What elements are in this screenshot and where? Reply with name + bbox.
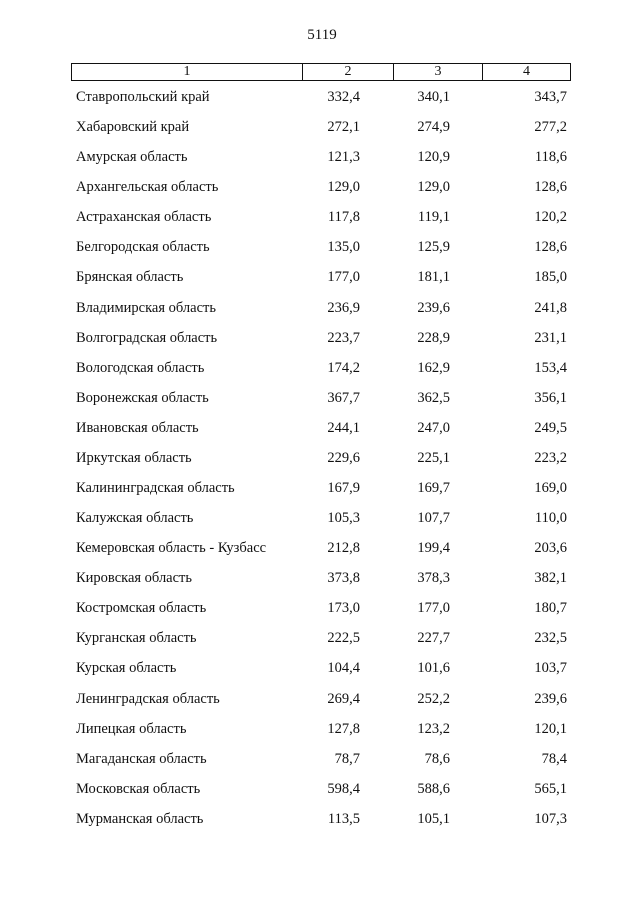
region-name: Липецкая область bbox=[76, 720, 187, 737]
column-header-1: 1 bbox=[72, 64, 303, 80]
value-col-2: 78,7 bbox=[334, 750, 360, 767]
value-col-2: 272,1 bbox=[327, 119, 360, 136]
table-row bbox=[0, 357, 640, 387]
page-number: 5119 bbox=[307, 27, 337, 43]
value-col-3: 101,6 bbox=[417, 660, 450, 677]
value-col-2: 332,4 bbox=[327, 89, 360, 105]
value-col-3: 177,0 bbox=[417, 600, 450, 617]
value-col-2: 121,3 bbox=[327, 149, 360, 166]
value-col-4: 110,0 bbox=[534, 510, 567, 527]
value-col-4: 120,2 bbox=[534, 209, 567, 226]
table-row bbox=[0, 657, 640, 687]
value-col-2: 113,5 bbox=[327, 810, 360, 827]
value-col-4: 120,1 bbox=[534, 720, 567, 737]
table-row bbox=[0, 627, 640, 657]
value-col-2: 177,0 bbox=[327, 269, 360, 286]
table-row bbox=[0, 567, 640, 597]
value-col-4: 241,8 bbox=[534, 299, 567, 316]
region-name: Вологодская область bbox=[76, 359, 205, 376]
value-col-2: 229,6 bbox=[327, 449, 360, 466]
region-name: Калининградская область bbox=[76, 480, 235, 497]
region-name: Кемеровская область - Кузбасс bbox=[76, 540, 267, 557]
region-name: Брянская область bbox=[76, 269, 184, 286]
value-col-3: 239,6 bbox=[417, 299, 450, 316]
value-col-2: 167,9 bbox=[327, 480, 360, 497]
column-header-4: 4 bbox=[523, 64, 530, 79]
table-row bbox=[0, 748, 640, 778]
region-name: Курская область bbox=[76, 660, 177, 677]
value-col-3: 225,1 bbox=[417, 449, 450, 466]
region-name: Архангельская область bbox=[76, 179, 219, 196]
value-col-2: 367,7 bbox=[327, 389, 360, 406]
value-col-3: 227,7 bbox=[417, 630, 450, 647]
value-col-3: 169,7 bbox=[417, 480, 450, 497]
region-name: Иркутская область bbox=[76, 449, 192, 466]
value-col-3: 78,6 bbox=[424, 750, 450, 767]
table-row bbox=[0, 387, 640, 417]
table-body bbox=[0, 86, 640, 838]
table-row bbox=[0, 808, 640, 838]
region-name: Ивановская область bbox=[76, 419, 199, 436]
value-col-4: 277,2 bbox=[534, 119, 567, 136]
value-col-4: 382,1 bbox=[534, 570, 567, 587]
table-row bbox=[0, 778, 640, 808]
table-row bbox=[0, 417, 640, 447]
value-col-3: 162,9 bbox=[417, 359, 450, 376]
value-col-3: 107,7 bbox=[417, 510, 450, 527]
value-col-4: 128,6 bbox=[534, 239, 567, 256]
value-col-4: 356,1 bbox=[534, 389, 567, 406]
region-name: Кировская область bbox=[76, 570, 193, 587]
value-col-3: 247,0 bbox=[417, 419, 450, 436]
value-col-4: 565,1 bbox=[534, 780, 567, 797]
value-col-3: 340,1 bbox=[417, 89, 450, 105]
table-row bbox=[0, 146, 640, 176]
value-col-3: 274,9 bbox=[417, 119, 450, 136]
value-col-4: 232,5 bbox=[534, 630, 567, 647]
value-col-4: 103,7 bbox=[534, 660, 567, 677]
table-row bbox=[0, 116, 640, 146]
value-col-2: 373,8 bbox=[327, 570, 360, 587]
region-name: Московская область bbox=[76, 780, 201, 797]
region-name: Калужская область bbox=[76, 510, 194, 527]
table-row bbox=[0, 597, 640, 627]
value-col-4: 153,4 bbox=[534, 359, 567, 376]
value-col-4: 343,7 bbox=[534, 89, 567, 105]
value-col-4: 128,6 bbox=[534, 179, 567, 196]
column-header-2: 2 bbox=[303, 64, 394, 80]
region-name: Амурская область bbox=[76, 149, 188, 166]
region-name: Воронежская область bbox=[76, 389, 209, 406]
value-col-2: 174,2 bbox=[327, 359, 360, 376]
table-row bbox=[0, 266, 640, 296]
table-row bbox=[0, 236, 640, 266]
value-col-2: 104,4 bbox=[327, 660, 360, 677]
value-col-3: 125,9 bbox=[417, 239, 450, 256]
region-name: Ставропольский край bbox=[76, 89, 210, 105]
region-name: Мурманская область bbox=[76, 810, 204, 827]
region-name: Магаданская область bbox=[76, 750, 207, 767]
value-col-4: 107,3 bbox=[534, 810, 567, 827]
value-col-2: 269,4 bbox=[327, 690, 360, 707]
value-col-2: 135,0 bbox=[327, 239, 360, 256]
value-col-3: 362,5 bbox=[417, 389, 450, 406]
value-col-4: 239,6 bbox=[534, 690, 567, 707]
value-col-4: 203,6 bbox=[534, 540, 567, 557]
value-col-3: 119,1 bbox=[417, 209, 450, 226]
region-name: Костромская область bbox=[76, 600, 207, 617]
value-col-3: 105,1 bbox=[417, 810, 450, 827]
table-row bbox=[0, 507, 640, 537]
value-col-3: 378,3 bbox=[417, 570, 450, 587]
table-row bbox=[0, 447, 640, 477]
value-col-4: 231,1 bbox=[534, 329, 567, 346]
region-name: Астраханская область bbox=[76, 209, 212, 226]
value-col-4: 249,5 bbox=[534, 419, 567, 436]
value-col-3: 252,2 bbox=[417, 690, 450, 707]
value-col-4: 185,0 bbox=[534, 269, 567, 286]
value-col-4: 169,0 bbox=[534, 480, 567, 497]
table-row bbox=[0, 537, 640, 567]
table-row bbox=[0, 206, 640, 236]
table-row bbox=[0, 86, 640, 116]
table-row bbox=[0, 176, 640, 206]
value-col-2: 129,0 bbox=[327, 179, 360, 196]
value-col-4: 180,7 bbox=[534, 600, 567, 617]
region-name: Курганская область bbox=[76, 630, 197, 647]
value-col-3: 199,4 bbox=[417, 540, 450, 557]
value-col-2: 244,1 bbox=[327, 419, 360, 436]
value-col-3: 181,1 bbox=[417, 269, 450, 286]
value-col-4: 78,4 bbox=[541, 750, 567, 767]
column-header-3: 3 bbox=[394, 64, 483, 80]
value-col-3: 123,2 bbox=[417, 720, 450, 737]
value-col-3: 228,9 bbox=[417, 329, 450, 346]
value-col-2: 223,7 bbox=[327, 329, 360, 346]
value-col-2: 236,9 bbox=[327, 299, 360, 316]
value-col-2: 598,4 bbox=[327, 780, 360, 797]
table-row bbox=[0, 297, 640, 327]
value-col-2: 105,3 bbox=[327, 510, 360, 527]
table-row bbox=[0, 477, 640, 507]
value-col-4: 223,2 bbox=[534, 449, 567, 466]
table-row bbox=[0, 718, 640, 748]
table-header bbox=[71, 63, 571, 81]
value-col-3: 129,0 bbox=[417, 179, 450, 196]
region-name: Волгоградская область bbox=[76, 329, 218, 346]
value-col-4: 118,6 bbox=[534, 149, 567, 166]
region-name: Ленинградская область bbox=[76, 690, 220, 707]
value-col-3: 588,6 bbox=[417, 780, 450, 797]
value-col-2: 173,0 bbox=[327, 600, 360, 617]
value-col-2: 212,8 bbox=[327, 540, 360, 557]
region-name: Хабаровский край bbox=[76, 119, 190, 136]
region-name: Белгородская область bbox=[76, 239, 210, 256]
value-col-2: 127,8 bbox=[327, 720, 360, 737]
value-col-2: 117,8 bbox=[327, 209, 360, 226]
value-col-3: 120,9 bbox=[417, 149, 450, 166]
table-row bbox=[0, 688, 640, 718]
table-row bbox=[0, 327, 640, 357]
region-name: Владимирская область bbox=[76, 299, 216, 316]
value-col-2: 222,5 bbox=[327, 630, 360, 647]
